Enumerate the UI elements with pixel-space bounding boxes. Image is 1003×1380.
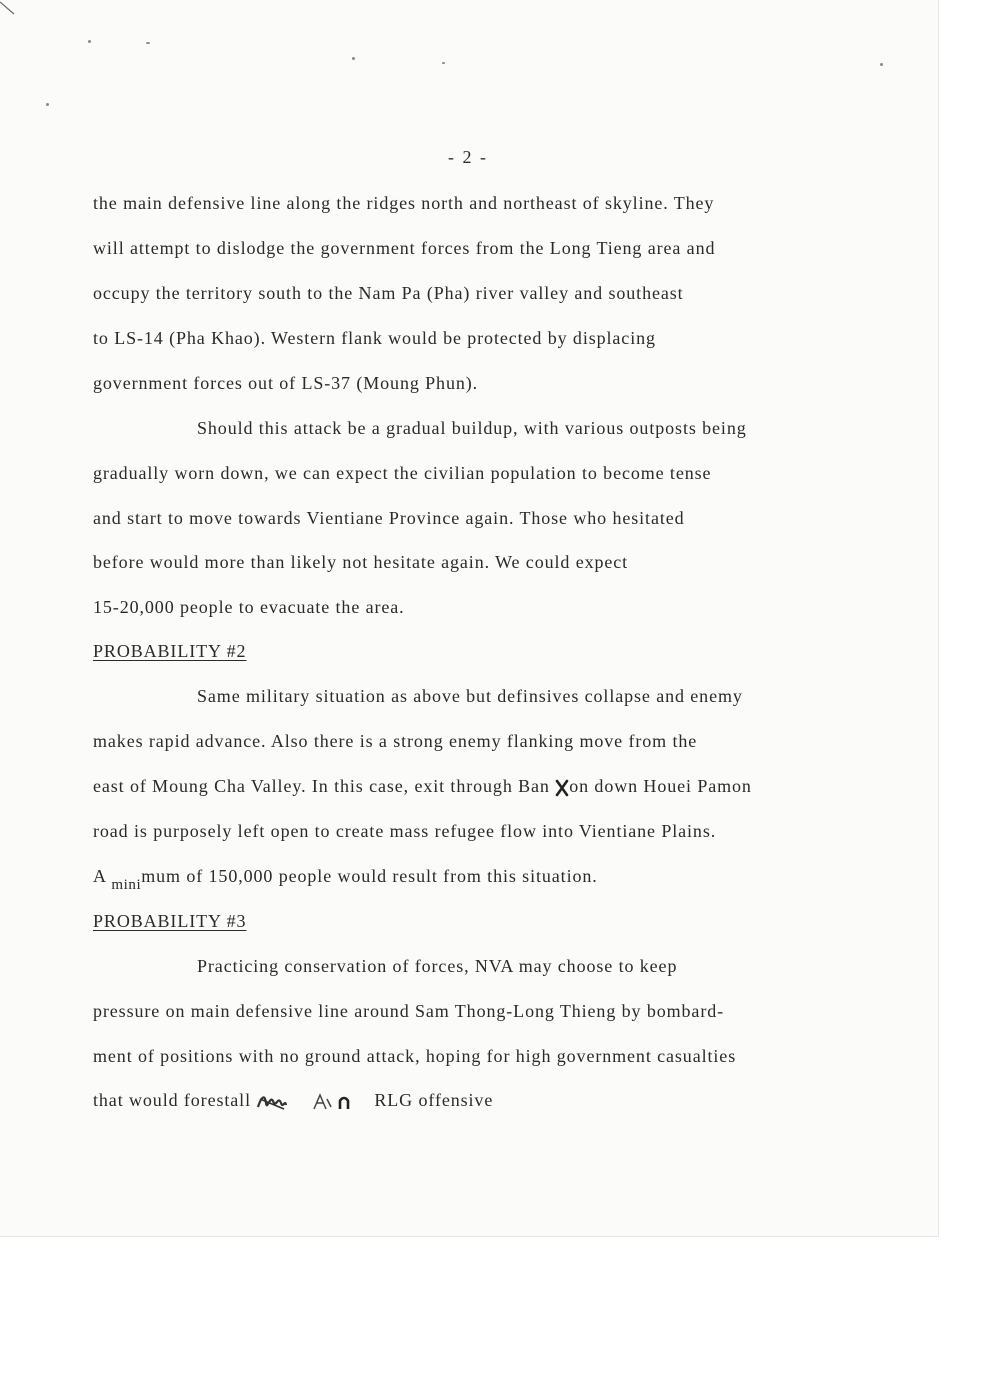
line-segment: that would forestall [93, 1090, 257, 1110]
line-segment: A [93, 866, 112, 886]
body-line: makes rapid advance. Also there is a strong enemy flanking move from the [93, 731, 698, 751]
body-line: occupy the territory south to the Nam Pa (Pha) river valley and southeast [93, 283, 684, 303]
scan-speck [88, 40, 91, 43]
body-line: will attempt to dislodge the government forces from the Long Tieng area and [93, 238, 716, 258]
body-line [93, 1089, 493, 1113]
handwritten-scribble-mark [256, 1091, 288, 1113]
line-segment: mum of 150,000 people would result from this situation. [141, 866, 598, 886]
body-line: Same military situation as above but definsives collapse and enemy [197, 686, 743, 706]
line-segment: RLG offensive [374, 1090, 494, 1110]
line-segment: on down Houei Pamon [569, 776, 752, 796]
scan-speck [352, 57, 355, 60]
body-line: and start to move towards Vientiane Province again. Those who hesitated [93, 508, 685, 528]
line-segment: east of Moung Cha Valley. In this case, exit through Ban [93, 776, 556, 796]
section-heading-probability-3: PROBABILITY #3 [93, 911, 247, 931]
body-line: ment of positions with no ground attack, hoping for high government casualties [93, 1046, 737, 1066]
body-line [93, 775, 752, 798]
typed-correction: mini [111, 877, 142, 893]
scan-speck [146, 42, 150, 44]
body-line: before would more than likely not hesitate again. We could expect [93, 552, 629, 572]
body-line: road is purposely left open to create mass refugee flow into Vientiane Plains. [93, 821, 717, 841]
body-line: pressure on main defensive line around Sam Thong-Long Thieng by bombard- [93, 1001, 725, 1021]
body-line: Should this attack be a gradual buildup, with various outposts being [197, 418, 747, 438]
page-corner-mark [0, 0, 40, 30]
body-line: government forces out of LS-37 (Moung Phun). [93, 373, 479, 393]
body-line [93, 865, 598, 893]
page-number: - 2 - [448, 147, 488, 167]
body-line: gradually worn down, we can expect the civilian population to become tense [93, 463, 712, 483]
scan-speck [442, 62, 445, 64]
scan-speck [46, 103, 49, 106]
handwritten-correction-mark [555, 778, 569, 798]
handwritten-insertion-mark [310, 1091, 356, 1113]
body-line: Practicing conservation of forces, NVA may choose to keep [197, 956, 678, 976]
scan-speck [880, 63, 883, 66]
body-line: 15-20,000 people to evacuate the area. [93, 597, 405, 617]
body-line: the main defensive line along the ridges north and northeast of skyline. They [93, 193, 715, 213]
body-line: to LS-14 (Pha Khao). Western flank would be protected by displacing [93, 328, 656, 348]
section-heading-probability-2: PROBABILITY #2 [93, 641, 247, 661]
